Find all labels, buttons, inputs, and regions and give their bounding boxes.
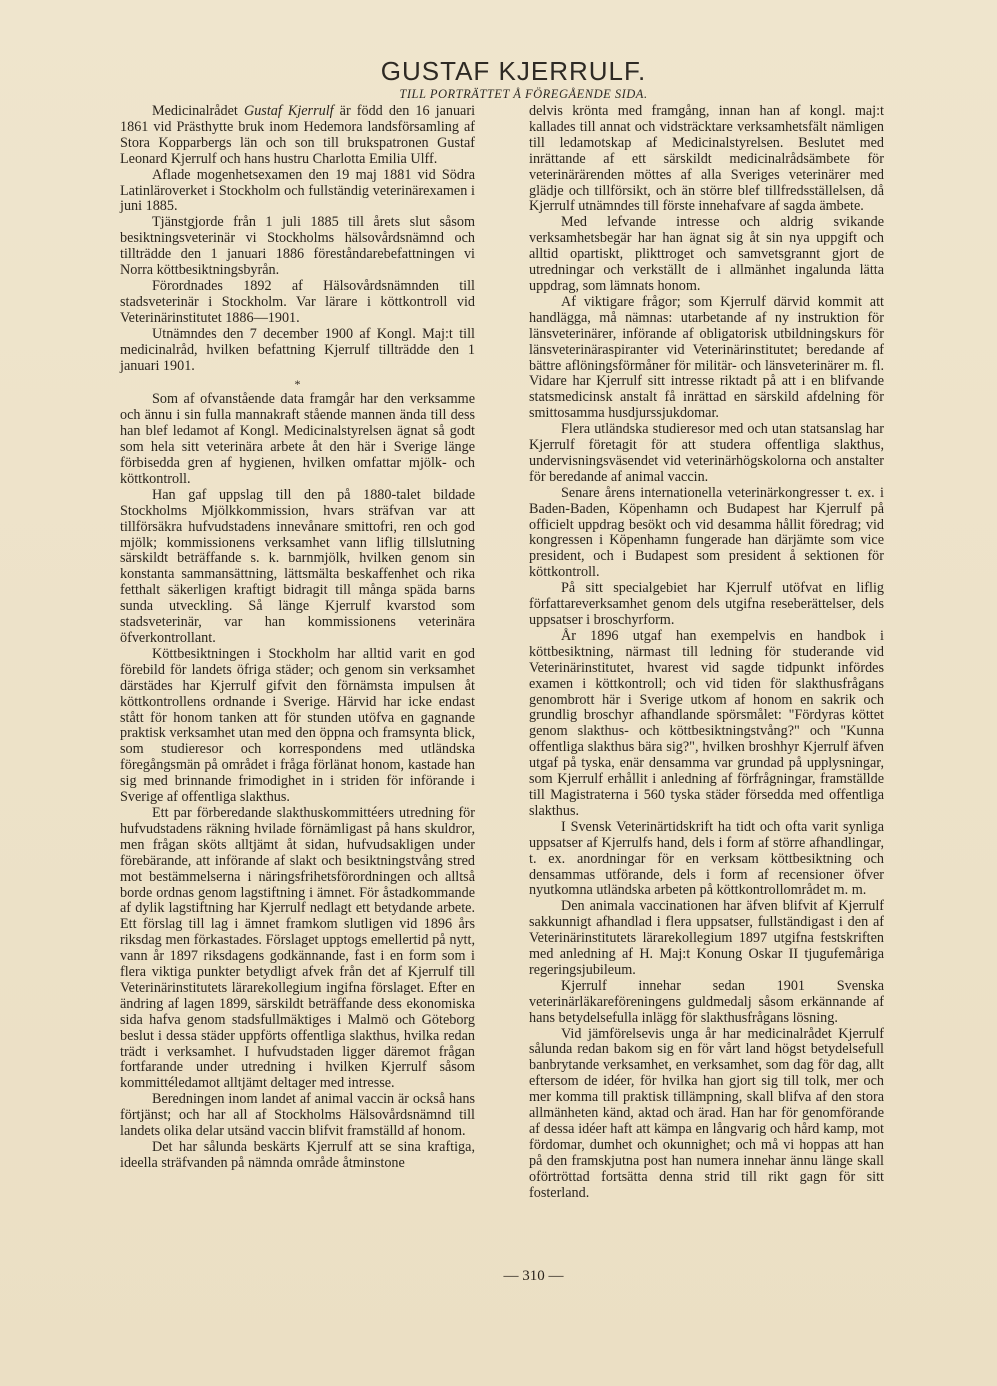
paragraph-text: är född den 16 januari 1861 vid Prästhytte bruk inom Hedemora landsförsamling af Stora Kopparbergs län och son till brukspatronen Gustaf Leonard Kjerrulf och hans hustru Charlotta Emilia Ulff. xyxy=(120,103,476,167)
paragraph: Som af ofvanstående data framgår har den verksamme och ännu i sin fulla mannakraft stående mannen ända till dess han blef ledamot af Kongl. Medicinalstyrelsen ägnat så godt som hela sitt veterinära arbete åt den här i Sverige länge förbisedda gren af hygienen, hvilken omfattar mjölk- och köttkontroll. xyxy=(120,391,475,487)
paragraph: Han gaf uppslag till den på 1880-talet bildade Stockholms Mjölkkommission, hvars sträfvan var att tillförsäkra hufvudstadens innevånare smittofri, ren och god mjölk; kommissionens verksamhet vann liflig tillslutning särskildt beträffande s. k. barnmjölk, hvilken genom sin konstanta sammansättning, lättsmälta beskaffenhet och rika fetthalt säkerligen kraftigt bidragit till många späda barns sunda utveckling. Så länge Kjerrulf kvarstod som stadsveterinär, var han kommissionens veterinära öfverkontrollant. xyxy=(120,486,475,646)
paragraph-lead: Medicinalrådet xyxy=(152,103,244,119)
section-separator: * xyxy=(294,377,301,392)
paragraph xyxy=(120,104,475,168)
paragraph: Köttbesiktningen i Stockholm har alltid varit en god förebild för landets öfriga städer; och genom sin verksamhet därstädes har Kjerrulf gifvit den förnämsta impulsen åt köttkontrollens ordnande i Sverige. Härvid har icke endast stått för honom tanken att för stunden utöfva en gagnande praktisk verksamhet utan med den öppna och framsynta blick, som studieresor och korrespondens med utländska föregångsmän på området i fråga förlänat honom, kastade han sig med brinnande frimodighet in i striden för införande i Sverige af offentliga slakthus. xyxy=(120,645,475,806)
right-column xyxy=(529,104,884,1202)
page-number: — 310 — xyxy=(503,1268,564,1284)
paragraph: Vid jämförelsevis unga år har medicinalrådet Kjerrulf sålunda redan bakom sig en för vårt land högst betydelsefull banbrytande verksamhet, en verksamhet, som dag för dag, allt eftersom de idéer, för hvilka han gjort sig till tolk, mer och mer komma till praktisk tillämpning, skall blifva af den stora allmänheten känd, aktad och ärad. Han har för genomförande af dessa idéer haft att kämpa en långvarig och hård kamp, mot fördomar, dumhet och okunnighet; och må vi hoppas att han på den framskjutna post han numera innehar ännu länge skall oförtröttad fortsätta denna strid till rikt gagn för sitt fosterland. xyxy=(529,1025,884,1201)
paragraph: Aflade mogenhetsexamen den 19 maj 1881 vid Södra Latinläroverket i Stockholm och fullständig veterinärexamen i juni 1885. xyxy=(120,166,475,215)
left-column xyxy=(120,104,475,1172)
paragraph: Kjerrulf innehar sedan 1901 Svenska veterinärläkareföreningens guldmedalj såsom erkännande af hans betydelsefulla inlägg för slakthusfrågans lösning. xyxy=(529,977,884,1026)
paragraph: År 1896 utgaf han exempelvis en handbok i köttbesiktning, närmast till ledning för studerande vid Veterinärinstitutet, hvarest vid sagde tidpunkt infördes examen i köttkontroll; och vid tiden för slakthusfrågans genombrott här i Sverige utkom af honom en sakrik och grundlig broschyr afhandlande spörsmålet: "Fördyras köttet genom slakthus- och köttbesiktningstvång?" och "Kunna offentliga slakthus bära sig?", hvilken broshhyr Kjerrulf äfven utgaf på tyska, enär densamma var grundad på upplysningar, som Kjerrulf erhållit i anledning af förfrågningar, framställde till Magistraterna i 560 tyska städer försedda med offentliga slakthus. xyxy=(529,627,884,819)
paragraph: Med lefvande intresse och aldrig svikande verksamhetsbegär har han ägnat sig åt sin nya uppgift och alltid opartiskt, plikttroget och samvetsgrannt gjort de utredningar och verkställt de i allmänhet ingalunda lätta uppdrag, som lämnats honom. xyxy=(529,214,884,294)
paragraph: Af viktigare frågor; som Kjerrulf därvid kommit att handlägga, må nämnas: utarbetande af ny instruktion för länsveterinärer, införande af obligatorisk utbildningskurs för länsveterinäraspiranter vid Veterinärinstitutet; beredande af bättre aflöningsförmåner för militär- och länsveterinärer m. fl. Vidare har Kjerrulf sitt intresse riktadt på att i en blifvande statsmedicinsk anstalt få inrättad en särskild afdelning för smittosamma husdjurssjukdomar. xyxy=(529,293,884,422)
paragraph: Senare årens internationella veterinärkongresser t. ex. i Baden-Baden, Köpenhamn och Budapest har Kjerrulf på officielt uppdrag besökt och vid desamma hållit föredrag; vid kongressen i Köpenhamn fungerade han därjämte som vice president, och i Budapest som president å sektionen för köttkontroll. xyxy=(529,484,884,581)
paragraph: delvis krönta med framgång, innan han af kongl. maj:t kallades till annat och vidsträcktare verksamhetsfält nämligen till ledamotskap af Medicinalstyrelsen. Beslutet med inrättande af ett särskildt medicinalrådsämbete för veterinärärenden möttes af alla Sveriges veterinärer med glädje och tillförsikt, och än större blef tillfredsställelsen, då Kjerrulf utnämndes till förste innehafvare af sagda ämbete. xyxy=(529,103,884,215)
paragraph: Ett par förberedande slakthuskommittéers utredning för hufvudstadens räkning hvilade förnämligast på hans skuldror, men frågan sköts alltjämt åt sidan, hufvudsakligen under förebärande, att införande af slakt och besiktningstvång stred mot bestämmelserna i näringsfrihetsförordningen och alltså borde ordnas genom lagstiftning i ämnet. För åstadkommande af dylik lagstiftning har Kjerrulf nedlagt ett betydande arbete. Ett förslag till lag i ämnet framkom slutligen vid 1896 års riksdag men förkastades. Förslaget upptogs emellertid på nytt, vann år 1897 riksdagens godkännande, fast i en form som i flera viktiga punkter betydligt afvek från det af Kjerrulf till Veterinärinstitutets lärarekollegium ingifna förslaget. Efter en ändring af lagen 1899, särskildt beträffande dess ekonomiska sida hafva genom stadsfullmäktiges i Malmö och Göteborg beslut i dessa städer uppförts offentliga slakthus, hvilka redan trädt i verksamhet. I hufvudstaden ligger däremot frågan fortfarande under utredning i hvilken Kjerrulf såsom kommittéledamot alltjämt deltager med intresse. xyxy=(120,804,475,1092)
paragraph: I Svensk Veterinärtidskrift ha tidt och ofta varit synliga uppsatser af Kjerrulfs hand, dels i form af större afhandlingar, t. ex. anordningar för en verksam köttbesiktning och densammas utförande, dels i form af recensioner öfver nyutkomna utländska arbeten på köttkontrollområdet m. m. xyxy=(529,818,884,899)
paragraph: På sitt specialgebiet har Kjerrulf utöfvat en liflig författareverksamhet genom dels utgifna reseberättelser, dels uppsatser i broschyrform. xyxy=(529,580,884,628)
article-subtitle: TILL PORTRÄTTET Å FÖREGÅENDE SIDA. xyxy=(399,87,648,101)
paragraph: Tjänstgjorde från 1 juli 1885 till årets slut såsom besiktningsveterinär vi Stockholms hälsovårdsnämnd och tillträdde den 1 januari 1886 föreståndarebefattningen vi Norra köttbesiktningsbyrån. xyxy=(120,214,475,279)
paragraph: Den animala vaccinationen har äfven blifvit af Kjerrulf sakkunnigt afhandlad i flera uppsatser, fullständigast i den af Veterinärinstitutets lärarekollegium 1897 utgifna festskriften med anledning af H. Maj:t Konung Oskar II tjugufemåriga regeringsjubileum. xyxy=(529,898,884,978)
subject-name: Gustaf Kjerrulf xyxy=(243,103,334,119)
paragraph: Förordnades 1892 af Hälsovårdsnämnden till stadsveterinär i Stockholm. Var lärare i köttkontroll vid Veterinärinstitutet 1886—1901. xyxy=(120,277,475,326)
paragraph: Beredningen inom landet af animal vaccin är också hans förtjänst; och har all af Stockholms Hälsovårdsnämnd till landets olika delar utsänd vaccin blifvit framställd af honom. xyxy=(120,1091,475,1140)
article-title: GUSTAF KJERRULF. xyxy=(380,56,647,86)
paragraph: Utnämndes den 7 december 1900 af Kongl. Maj:t till medicinalråd, hvilken befattning Kjerrulf tillträdde den 1 januari 1901. xyxy=(120,325,475,374)
paragraph: Det har sålunda beskärts Kjerrulf att se sina kraftiga, ideella sträfvanden på nämnda område åtminstone xyxy=(120,1139,475,1171)
paragraph: Flera utländska studieresor med och utan statsanslag har Kjerrulf företagit för att studera offentliga slakthus, undervisningsväsendet vid veterinärhögskolorna och anstalter för beredande af animal vaccin. xyxy=(529,421,884,485)
